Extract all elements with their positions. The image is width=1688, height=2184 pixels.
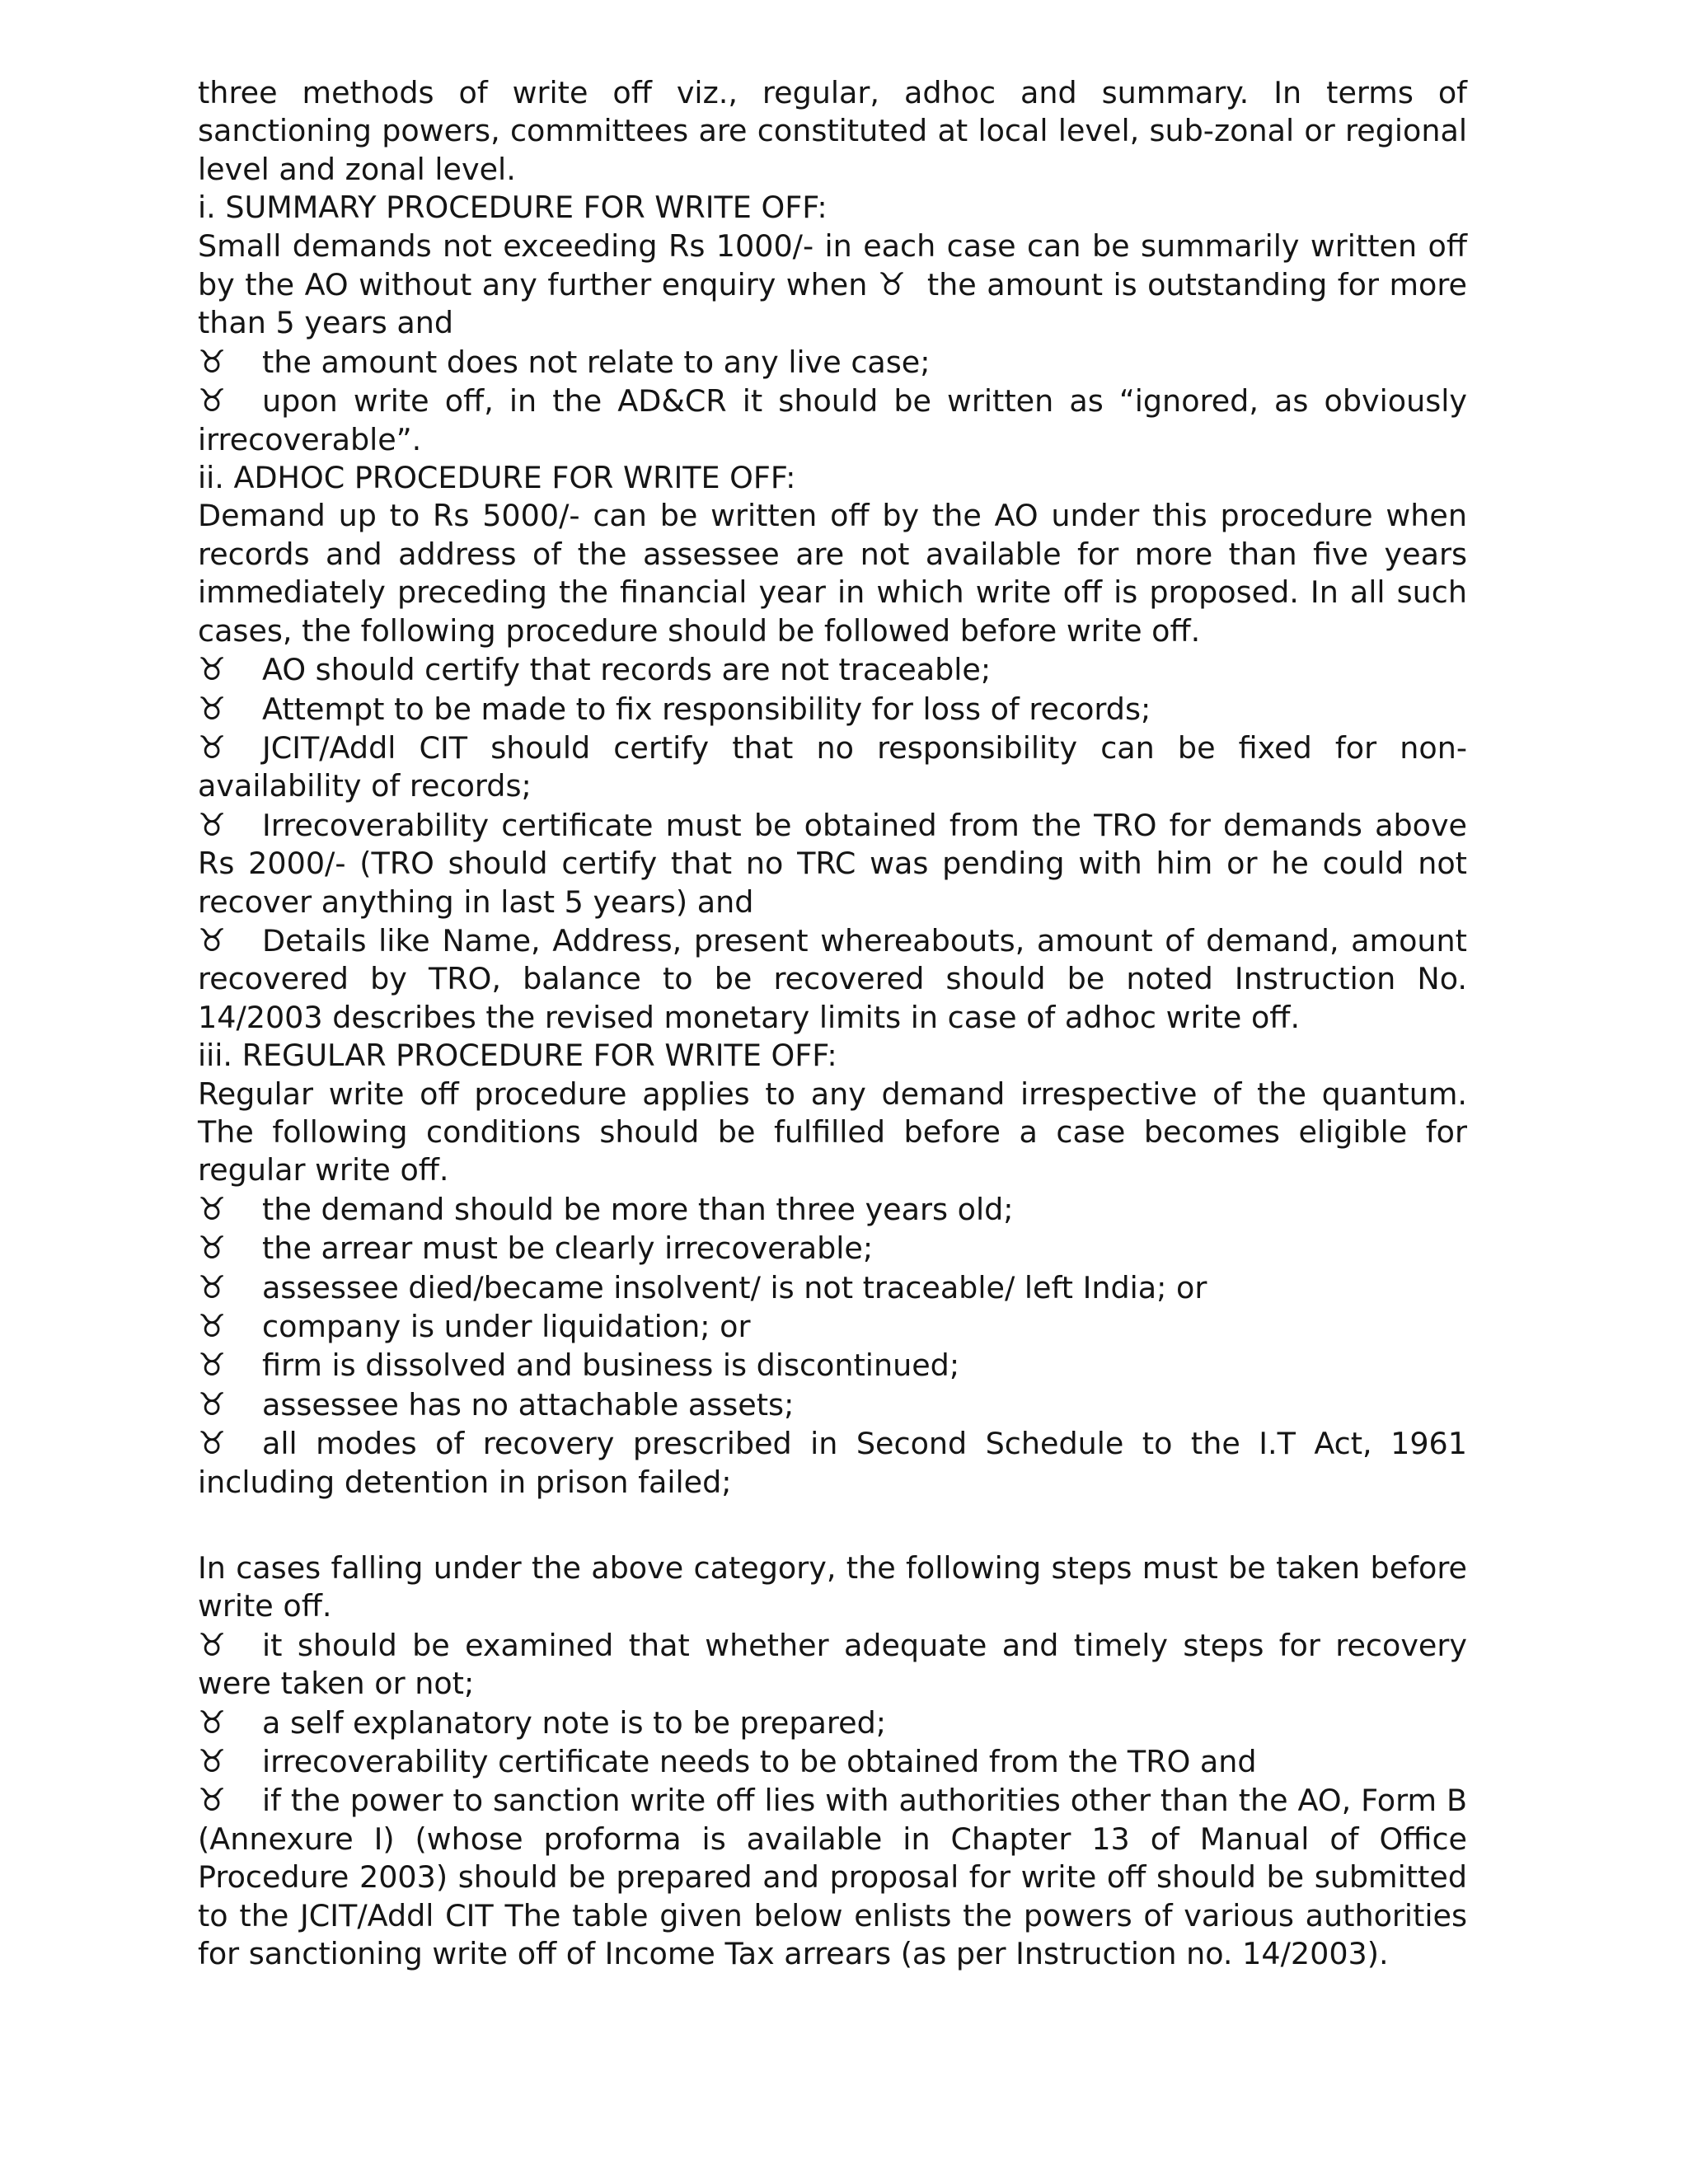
- adhoc-heading: ii. ADHOC PROCEDURE FOR WRITE OFF:: [198, 460, 796, 496]
- bullet-icon: ♉: [198, 1385, 227, 1422]
- regular-heading: iii. REGULAR PROCEDURE FOR WRITE OFF:: [198, 1038, 837, 1074]
- bullet-icon: ♉: [198, 1425, 227, 1462]
- bullet-icon: ♉: [198, 729, 227, 766]
- list-item: ♉ the amount does not relate to any live case;: [198, 343, 931, 380]
- bullet-icon: ♉: [198, 921, 227, 958]
- document-page: [198, 74, 1467, 1974]
- summary-lead-bullet-text: the amount is outstanding for more than 5 years and: [198, 267, 1468, 341]
- list-item: ♉ the arrear must be clearly irrecoverable;: [198, 1230, 874, 1267]
- regular-lead: Regular write off procedure applies to any demand irrespective of the quantum. The following conditions should be fulfilled before a case becomes eligible for regular write off.: [198, 1076, 1467, 1188]
- list-item: ♉ it should be examined that whether adequate and timely steps for recovery were taken or not;: [198, 1626, 1467, 1702]
- summary-lead: [198, 227, 1467, 343]
- list-item: ♉ Attempt to be made to fix responsibility for loss of records;: [198, 690, 1151, 727]
- bullet-icon: ♉: [198, 1704, 227, 1741]
- list-item: ♉ assessee died/became insolvent/ is not traceable/ left India; or: [198, 1268, 1207, 1305]
- list-item: ♉ assessee has no attachable assets;: [198, 1385, 795, 1422]
- bullet-icon: ♉: [198, 343, 227, 380]
- bullet-icon: ♉: [198, 1626, 227, 1663]
- list-item: ♉ Details like Name, Address, present whereabouts, amount of demand, amount recovered by TRO, balance to be recovered should be noted Instruction No. 14/2003 describes the revised monetary limits in case of adhoc write off.: [198, 921, 1467, 1035]
- list-item: ♉ firm is dissolved and business is discontinued;: [198, 1347, 960, 1384]
- steps-lead: In cases falling under the above category, the following steps must be taken before write off.: [198, 1550, 1467, 1624]
- bullet-icon: ♉: [198, 1190, 227, 1227]
- bullet-icon: ♉: [198, 1268, 227, 1305]
- bullet-icon: ♉: [198, 382, 227, 419]
- list-item: ♉ irrecoverability certificate needs to be obtained from the TRO and: [198, 1743, 1257, 1780]
- list-item: ♉ AO should certify that records are not traceable;: [198, 651, 992, 688]
- adhoc-lead: Demand up to Rs 5000/- can be written off by the AO under this procedure when records and address of the assessee are not available for more than five years immediately preceding the financial year in which write off is proposed. In all such cases, the following procedure should be followed before write off.: [198, 498, 1467, 649]
- bullet-icon: ♉: [198, 1308, 227, 1344]
- bullet-icon: ♉: [198, 651, 227, 688]
- list-item: ♉ all modes of recovery prescribed in Second Schedule to the I.T Act, 1961 including detention in prison failed;: [198, 1425, 1467, 1500]
- summary-lead-text: Small demands not exceeding Rs 1000/- in each case can be summarily written off by the AO without any further enquiry when: [198, 227, 1467, 303]
- list-item: ♉ a self explanatory note is to be prepared;: [198, 1704, 887, 1741]
- summary-heading: i. SUMMARY PROCEDURE FOR WRITE OFF:: [198, 190, 828, 226]
- list-item: ♉ company is under liquidation; or: [198, 1308, 751, 1344]
- bullet-icon: ♉: [198, 1230, 227, 1267]
- list-item: ♉ if the power to sanction write off lies with authorities other than the AO, Form B (Annexure I) (whose proforma is available in Chapter 13 of Manual of Office Procedure 2003) should be prepared and proposal for write off should be submitted to the JCIT/Addl CIT The table given below enlists the powers of various authorities for sanctioning write off of Income Tax arrears (as per Instruction no. 14/2003).: [198, 1782, 1467, 1972]
- bullet-icon: ♉: [198, 1782, 227, 1819]
- list-item: ♉ Irrecoverability certificate must be obtained from the TRO for demands above Rs 2000/- (TRO should certify that no TRC was pending with him or he could not recover anything in last 5 years) and: [198, 806, 1467, 920]
- bullet-icon: ♉: [198, 1347, 227, 1384]
- list-item: ♉ upon write off, in the AD&CR it should be written as “ignored, as obviously irrecoverable”.: [198, 382, 1467, 457]
- list-item: ♉ JCIT/Addl CIT should certify that no responsibility can be fixed for non-availability of records;: [198, 729, 1467, 804]
- bullet-icon: ♉: [198, 806, 227, 843]
- bullet-icon: ♉: [198, 690, 227, 727]
- spacer: [198, 1502, 1467, 1549]
- list-item: ♉ the demand should be more than three years old;: [198, 1190, 1014, 1227]
- bullet-icon: ♉: [198, 1743, 227, 1780]
- intro-paragraph: three methods of write off viz., regular, adhoc and summary. In terms of sanctioning powers, committees are constituted at local level, sub-zonal or regional level and zonal level.: [198, 75, 1467, 187]
- bullet-icon: ♉: [877, 266, 906, 303]
